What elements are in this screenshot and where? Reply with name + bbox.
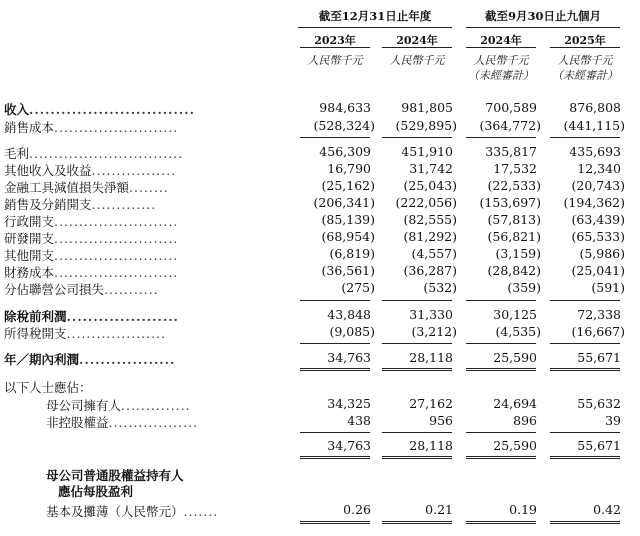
row-label-income-tax: 所得稅開支.................... [4,326,166,341]
subtotal-rule [550,300,620,301]
unaudited-label-2: （未經審計） [552,69,618,82]
year-header-2: 2024年 [396,34,438,47]
value-attr-total-9m2025: 55,671 [577,438,621,453]
value-tax-2024: (3,212) [411,324,457,339]
subtotal-rule [550,137,620,138]
value-cost-2023: (528,324) [313,118,375,133]
total-double-rule [382,456,452,459]
total-double-rule [550,521,620,524]
header-rule-1 [298,27,452,28]
value-gross-2023: 456,309 [319,144,371,159]
total-double-rule [550,368,620,371]
value-selling-9m2024: (153,697) [479,195,541,210]
subtotal-rule [466,300,536,301]
value-profit-2023: 34,763 [327,350,371,365]
value-other-exp-2024: (4,557) [411,246,457,261]
subtotal-rule [466,137,536,138]
total-double-rule [466,368,536,371]
total-double-rule [382,368,452,371]
subtotal-rule [550,432,620,433]
subtotal-rule [300,137,370,138]
value-selling-2023: (206,341) [313,195,375,210]
value-profit-9m2025: 55,671 [577,350,621,365]
value-impairment-2023: (25,162) [321,178,375,193]
row-label-revenue: 收入............................... [4,102,195,117]
total-double-rule [550,456,620,459]
value-other-exp-9m2024: (3,159) [495,246,541,261]
value-admin-9m2024: (57,813) [487,212,541,227]
value-impairment-9m2025: (20,743) [571,178,625,193]
value-gross-9m2025: 435,693 [569,144,621,159]
subtotal-rule [382,432,452,433]
value-owners-2023: 34,325 [327,396,371,411]
year-rule-2 [382,47,452,48]
value-finance-2024: (36,287) [403,263,457,278]
value-gross-2024: 451,910 [401,144,453,159]
value-pbt-9m2025: 72,338 [577,307,621,322]
value-rnd-9m2024: (56,821) [487,229,541,244]
value-attr-total-2023: 34,763 [327,438,371,453]
value-associates-2023: (275) [341,280,375,295]
unit-label-3: 人民幣千元 [473,54,529,67]
row-label-basic-diluted: 基本及攤薄（人民幣元）....... [46,504,219,519]
value-selling-2024: (222,056) [395,195,457,210]
value-pbt-2024: 31,330 [409,307,453,322]
row-label-eps-heading-1: 母公司普通股權益持有人 [46,468,184,483]
unit-label-1: 人民幣千元 [307,54,363,67]
value-other-income-2023: 16,790 [327,161,371,176]
row-label-owners-of-parent: 母公司擁有人.............. [46,398,191,413]
value-tax-9m2024: (4,535) [495,324,541,339]
value-owners-2024: 27,162 [409,396,453,411]
value-nci-9m2024: 896 [513,413,537,428]
row-label-profit-for-period: 年／期內利潤.................. [4,352,176,367]
header-rule-2 [466,27,620,28]
value-admin-9m2025: (63,439) [571,212,625,227]
year-header-1: 2023年 [314,34,356,47]
row-label-selling-expenses: 銷售及分銷開支............. [4,197,157,212]
value-cost-2024: (529,895) [395,118,457,133]
row-label-gross-profit: 毛利............................... [4,146,184,161]
value-other-exp-2023: (6,819) [329,246,375,261]
subtotal-rule [466,343,536,344]
value-eps-9m2024: 0.19 [509,502,537,517]
value-admin-2023: (85,139) [321,212,375,227]
row-label-share-of-associates: 分佔聯營公司損失........... [4,282,159,297]
unit-label-2: 人民幣千元 [389,54,445,67]
value-rnd-9m2025: (65,533) [571,229,625,244]
value-rnd-2023: (68,954) [321,229,375,244]
total-double-rule [466,521,536,524]
value-other-income-9m2025: 12,340 [577,161,621,176]
value-gross-9m2024: 335,817 [485,144,537,159]
value-associates-2024: (532) [423,280,457,295]
value-tax-2023: (9,085) [329,324,375,339]
value-profit-2024: 28,118 [409,350,453,365]
value-eps-2024: 0.21 [425,502,453,517]
value-owners-9m2024: 24,694 [493,396,537,411]
value-other-exp-9m2025: (5,986) [579,246,625,261]
unit-label-4: 人民幣千元 [557,54,613,67]
value-cost-9m2024: (364,772) [479,118,541,133]
subtotal-rule [300,343,370,344]
year-header-3: 2024年 [480,34,522,47]
value-nci-9m2025: 39 [605,413,621,428]
row-label-eps-heading-2: 應佔每股盈利 [58,484,134,499]
value-rnd-2024: (81,292) [403,229,457,244]
value-associates-9m2025: (591) [591,280,625,295]
unaudited-label-1: （未經審計） [468,69,534,82]
row-label-attributable-to: 以下人士應佔： [4,380,92,395]
subtotal-rule [382,137,452,138]
value-attr-total-2024: 28,118 [409,438,453,453]
year-rule-1 [300,47,370,48]
row-label-rnd-expenses: 研發開支......................... [4,231,179,246]
value-nci-2024: 956 [429,413,453,428]
value-pbt-9m2024: 30,125 [493,307,537,322]
row-label-profit-before-tax: 除稅前利潤..................... [4,309,179,324]
subtotal-rule [300,432,370,433]
value-other-income-9m2024: 17,532 [493,161,537,176]
value-finance-9m2024: (28,842) [487,263,541,278]
value-tax-9m2025: (16,667) [571,324,625,339]
value-eps-9m2025: 0.42 [593,502,621,517]
value-finance-2023: (36,561) [321,263,375,278]
value-revenue-9m2025: 876,808 [569,100,621,115]
value-associates-9m2024: (359) [507,280,541,295]
value-finance-9m2025: (25,041) [571,263,625,278]
subtotal-rule [300,300,370,301]
value-revenue-2024: 981,805 [401,100,453,115]
period-header-nine-months: 截至9月30日止九個月 [484,9,601,23]
row-label-impairment: 金融工具減值損失淨額........ [4,180,169,195]
value-admin-2024: (82,555) [403,212,457,227]
value-revenue-9m2024: 700,589 [485,100,537,115]
row-label-non-controlling: 非控股權益.................. [46,415,199,430]
value-revenue-2023: 984,633 [319,100,371,115]
value-profit-9m2024: 25,590 [493,350,537,365]
row-label-other-income: 其他收入及收益................. [4,163,177,178]
subtotal-rule [382,300,452,301]
value-other-income-2024: 31,742 [409,161,453,176]
year-rule-3 [466,47,536,48]
row-label-other-expenses: 其他開支......................... [4,248,179,263]
subtotal-rule [382,343,452,344]
year-header-4: 2025年 [564,34,606,47]
total-double-rule [300,521,370,524]
value-eps-2023: 0.26 [343,502,371,517]
row-label-finance-costs: 財務成本......................... [4,265,179,280]
subtotal-rule [550,343,620,344]
value-owners-9m2025: 55,632 [577,396,621,411]
value-pbt-2023: 43,848 [327,307,371,322]
value-cost-9m2025: (441,115) [563,118,625,133]
row-label-admin-expenses: 行政開支......................... [4,214,179,229]
total-double-rule [300,368,370,371]
value-impairment-9m2024: (22,533) [487,178,541,193]
value-attr-total-9m2024: 25,590 [493,438,537,453]
year-rule-4 [550,47,620,48]
total-double-rule [466,456,536,459]
total-double-rule [382,521,452,524]
total-double-rule [300,456,370,459]
row-label-cost-of-sales: 銷售成本......................... [4,120,179,135]
period-header-fiscal-year: 截至12月31日止年度 [318,9,432,23]
subtotal-rule [466,432,536,433]
value-selling-9m2025: (194,362) [563,195,625,210]
value-nci-2023: 438 [347,413,371,428]
value-impairment-2024: (25,043) [403,178,457,193]
